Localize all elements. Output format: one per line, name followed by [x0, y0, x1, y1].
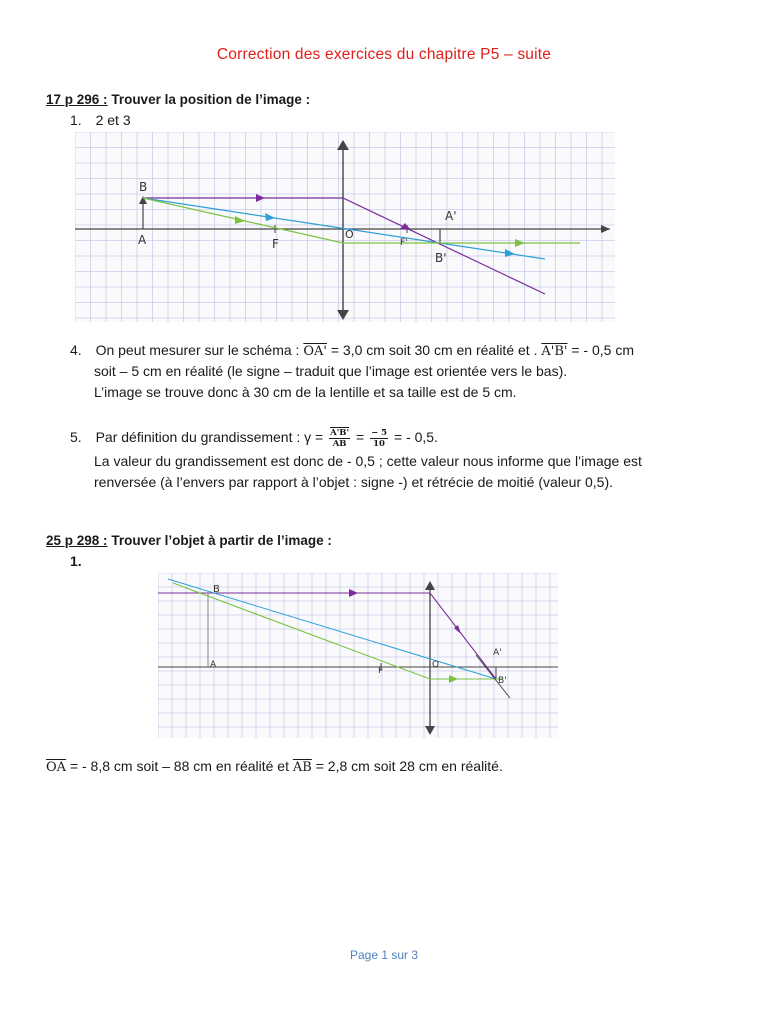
exercise-25-title: Trouver l’objet à partir de l’image : [111, 533, 332, 548]
result-text-b: = 2,8 cm soit 28 cm en réalité. [315, 758, 503, 774]
label-a: A [210, 660, 217, 670]
ex25-item-1: 1. [70, 553, 82, 569]
item4-line-3: L’image se trouve donc à 30 cm de la lentille et sa taille est de 5 cm. [94, 384, 517, 400]
item4-text-a: On peut mesurer sur le schéma : [95, 342, 300, 358]
label-o: O [432, 660, 440, 670]
item5-text-b: = - 0,5. [393, 429, 438, 445]
exercise-25-heading [46, 533, 332, 548]
page-footer: Page 1 sur 3 [349, 948, 419, 962]
item4-text-b: = 3,0 cm soit 30 cm en réalité et . [330, 342, 538, 358]
label-aprime: A' [493, 648, 502, 658]
label-f: F [378, 666, 384, 676]
label-bprime: B' [435, 251, 447, 265]
list-number: 5. [70, 429, 82, 445]
label-o: O [345, 228, 354, 241]
fraction-numerator: − 5 [371, 427, 388, 438]
item5-line-3: renversée (à l’envers par rapport à l’objet : signe -) et rétrécie de moitié (valeur 0,5). [94, 474, 614, 490]
item5-line-2: La valeur du grandissement est donc de - 0,5 ; cette valeur nous informe que l’image est [94, 453, 642, 469]
fraction-denominator: AB [332, 438, 347, 449]
list-number: 1. [70, 112, 82, 128]
exercise-17-heading [46, 92, 310, 107]
ray-diagram-17 [75, 132, 615, 322]
ex17-item-1 [70, 110, 131, 131]
item4-line-2: soit – 5 cm en réalité (le signe – traduit que l’image est orientée vers le bas). [94, 363, 568, 379]
fraction-denominator: 10 [373, 438, 385, 449]
label-b: B [139, 180, 148, 194]
exercise-25-ref: 25 p 298 : [46, 533, 108, 548]
list-text: 2 et 3 [95, 112, 131, 128]
fraction-values [370, 428, 388, 449]
fraction-ab [329, 428, 350, 449]
label-fprime: F' [400, 238, 408, 248]
fraction-numerator: A'B' [330, 427, 350, 438]
exercise-17-ref: 17 p 296 : [46, 92, 108, 107]
list-number: 4. [70, 342, 82, 358]
grid-background [75, 132, 615, 322]
label-a: A [138, 233, 147, 247]
result-text-a: = - 8,8 cm soit – 88 cm en réalité et [69, 758, 289, 774]
ray-diagram-25 [158, 573, 558, 738]
label-aprime: A' [445, 209, 457, 223]
vector-ab: $\overline{AB}$ [292, 760, 312, 775]
ex17-item-4 [70, 340, 750, 403]
item4-text-c: = - 0,5 cm [571, 342, 634, 358]
ex25-result [46, 756, 746, 778]
vector-oa: $\overline{OA}$ [46, 760, 67, 775]
exercise-17-title: Trouver la position de l’image : [111, 92, 311, 107]
label-f: F [272, 237, 279, 251]
label-bprime: B' [498, 676, 507, 686]
equals-sign: = [355, 429, 365, 445]
label-b: B [213, 584, 220, 595]
vector-aprimebprime: A'B' [541, 344, 568, 359]
item5-text-a: Par définition du grandissement : γ = [95, 429, 324, 445]
vector-oaprime: OA' [303, 344, 327, 359]
ex17-item-5 [70, 423, 760, 493]
page-title: Correction des exercices du chapitre P5 – suite [216, 46, 552, 63]
